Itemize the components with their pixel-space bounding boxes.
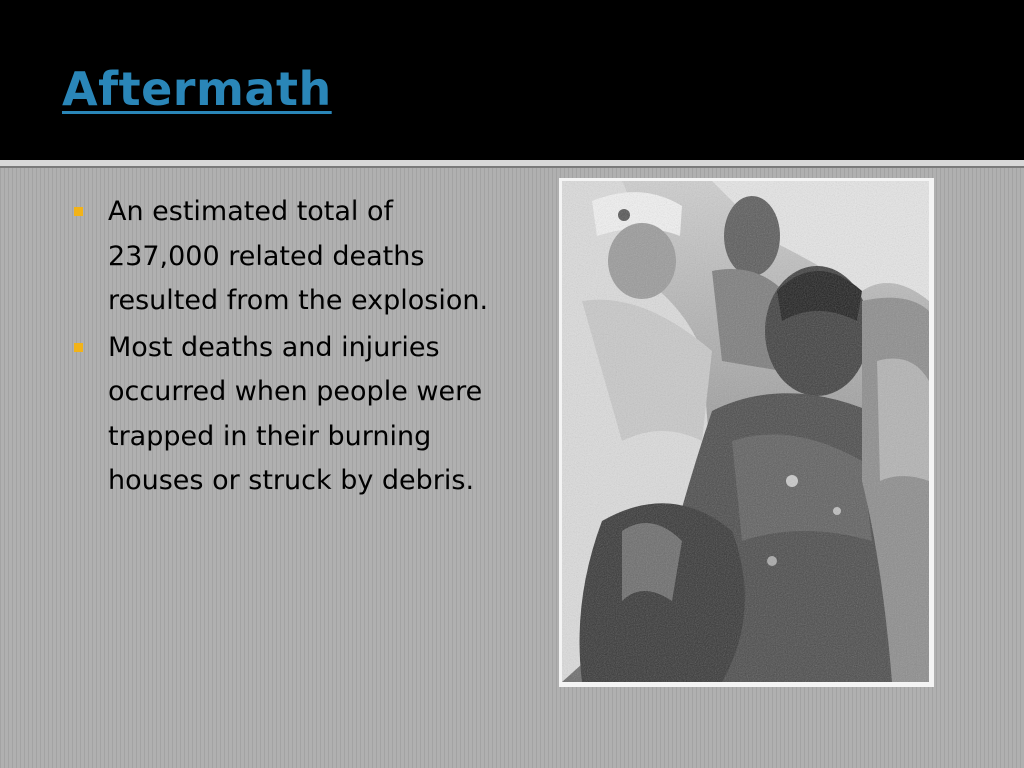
bullet-text: An estimated total of 237,000 related deaths resulted from the explosion. <box>108 196 489 316</box>
square-bullet-icon <box>74 207 83 216</box>
bullet-item <box>72 190 492 324</box>
slide-title: Aftermath <box>62 62 332 116</box>
photo-frame <box>559 178 934 687</box>
bullet-item <box>72 326 492 504</box>
title-divider-shadow <box>0 166 1024 168</box>
bullet-text: Most deaths and injuries occurred when people were trapped in their burning houses or struck by debris. <box>108 331 483 496</box>
bullet-list <box>72 190 492 506</box>
casualty-photo <box>562 181 929 682</box>
square-bullet-icon <box>74 343 83 352</box>
